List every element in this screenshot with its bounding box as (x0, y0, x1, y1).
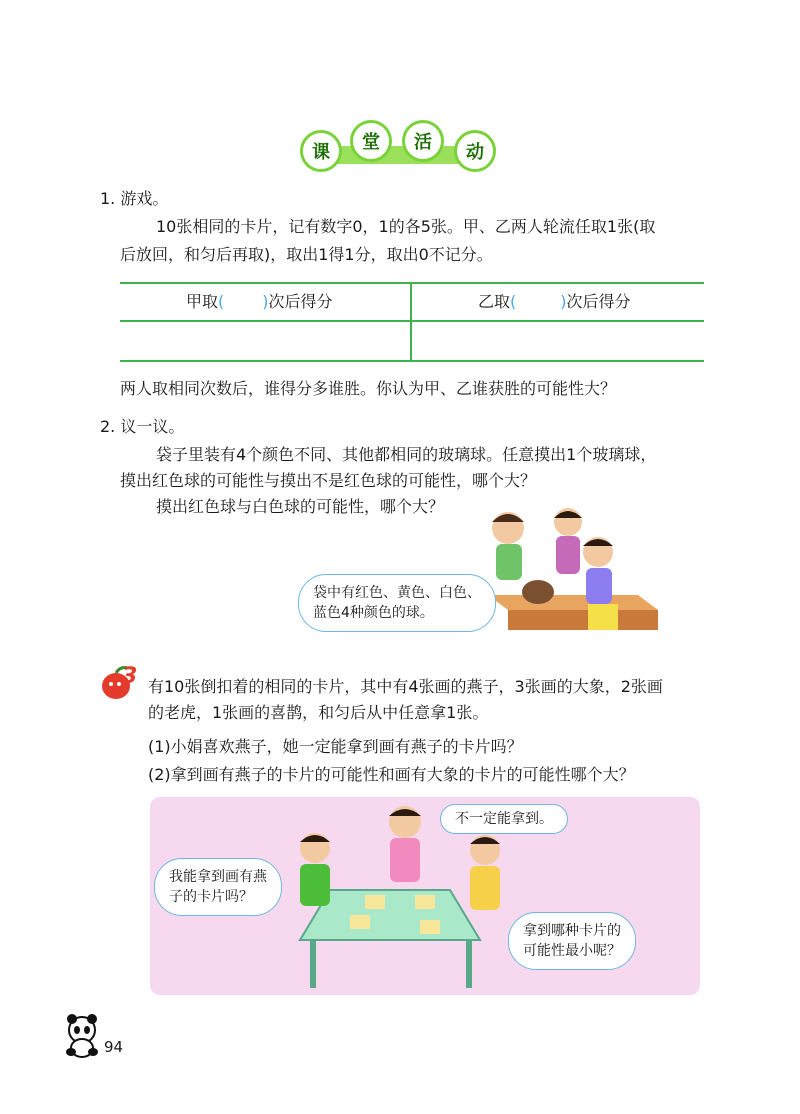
section2-title: 2. 议一议。 (100, 417, 185, 436)
bubble-right-line1: 拿到哪种卡片的 (523, 923, 621, 939)
col2-blank-close: ) (560, 292, 567, 311)
table-bottom-rule (120, 360, 704, 362)
panda-icon (62, 1012, 102, 1058)
section3-q1: (1)小娟喜欢燕子，她一定能拿到画有燕子的卡片吗？ (148, 737, 523, 756)
girl2-shirt (586, 568, 612, 604)
section2-line3: 摸出红色球与白色球的可能性，哪个大？ (156, 497, 445, 516)
card (415, 895, 435, 909)
header-char-3: 活 (402, 120, 444, 162)
bubble-line2: 蓝色4种颜色的球。 (313, 605, 434, 621)
desk-front (508, 610, 658, 630)
card (420, 920, 440, 934)
col1-prefix: 甲取 (186, 292, 219, 311)
table-top-rule (120, 282, 704, 284)
section3-line2: 的老虎，1张画的喜鹊，和匀后从中任意拿1张。 (148, 703, 489, 722)
left-girl-shirt (300, 864, 330, 906)
ball-bag (522, 580, 554, 604)
right-boy-shirt (470, 866, 500, 910)
bubble-line1: 袋中有红色、黄色、白色、 (313, 585, 481, 601)
speech-bubble-top (440, 804, 568, 834)
girl1-dress (556, 536, 580, 574)
bubble-left-line2: 子的卡片吗？ (169, 889, 253, 905)
header-char-1: 课 (300, 130, 342, 172)
col1-blank-open: ( (218, 292, 225, 311)
header-char-4: 动 (454, 130, 496, 172)
table-cell-yi-score[interactable] (412, 322, 704, 360)
col1-suffix: 次后得分 (268, 292, 333, 311)
boy-shirt (496, 544, 522, 580)
col1-blank-close: ) (262, 292, 269, 311)
col2-blank-open: ( (510, 292, 517, 311)
header-char-2: 堂 (350, 120, 392, 162)
table-header-col1 (186, 291, 333, 313)
section1-question: 两人取相同次数后，谁得分多谁胜。你认为甲、乙谁获胜的可能性大？ (120, 379, 617, 398)
girl2-skirt (588, 604, 618, 630)
card (365, 895, 385, 909)
speech-bubble-right (508, 912, 636, 970)
col2-prefix: 乙取 (478, 292, 511, 311)
speech-bubble-left (154, 858, 282, 916)
page-number: 94 (104, 1038, 124, 1056)
desk-top (488, 595, 658, 610)
section-header-classroom-activity (298, 118, 500, 178)
col2-suffix: 次后得分 (566, 292, 631, 311)
speech-bubble-ball-colors (298, 574, 496, 632)
bubble-left-line1: 我能拿到画有燕 (169, 869, 267, 885)
bubble-right-line2: 可能性最小呢？ (523, 943, 621, 959)
table-cell-jia-score[interactable] (120, 322, 410, 360)
score-table (120, 282, 704, 362)
children-with-bag-illustration (468, 500, 668, 650)
section3-q2: (2)拿到画有燕子的卡片的可能性和画有大象的卡片的可能性哪个大？ (148, 765, 635, 784)
section2-line2: 摸出红色球的可能性与摸出不是红色球的可能性，哪个大？ (120, 471, 537, 490)
section1-para-line2: 后放回，和匀后再取)，取出1得1分，取出0不记分。 (120, 245, 493, 264)
table-header-col2 (478, 291, 631, 313)
section3-line1: 有10张倒扣着的相同的卡片，其中有4张画的燕子，3张画的大象，2张画 (148, 677, 663, 696)
center-boy-shirt (390, 838, 420, 882)
section2-line1: 袋子里装有4个颜色不同、其他都相同的玻璃球。任意摸出1个玻璃球， (156, 445, 657, 464)
section3-number: 3 (122, 664, 138, 689)
section1-title: 1. 游戏。 (100, 189, 169, 208)
card (350, 915, 370, 929)
bubble-top-text: 不一定能拿到。 (455, 811, 553, 827)
section1-para-line1: 10张相同的卡片，记有数字0，1的各5张。甲、乙两人轮流任取1张(取 (156, 217, 656, 236)
